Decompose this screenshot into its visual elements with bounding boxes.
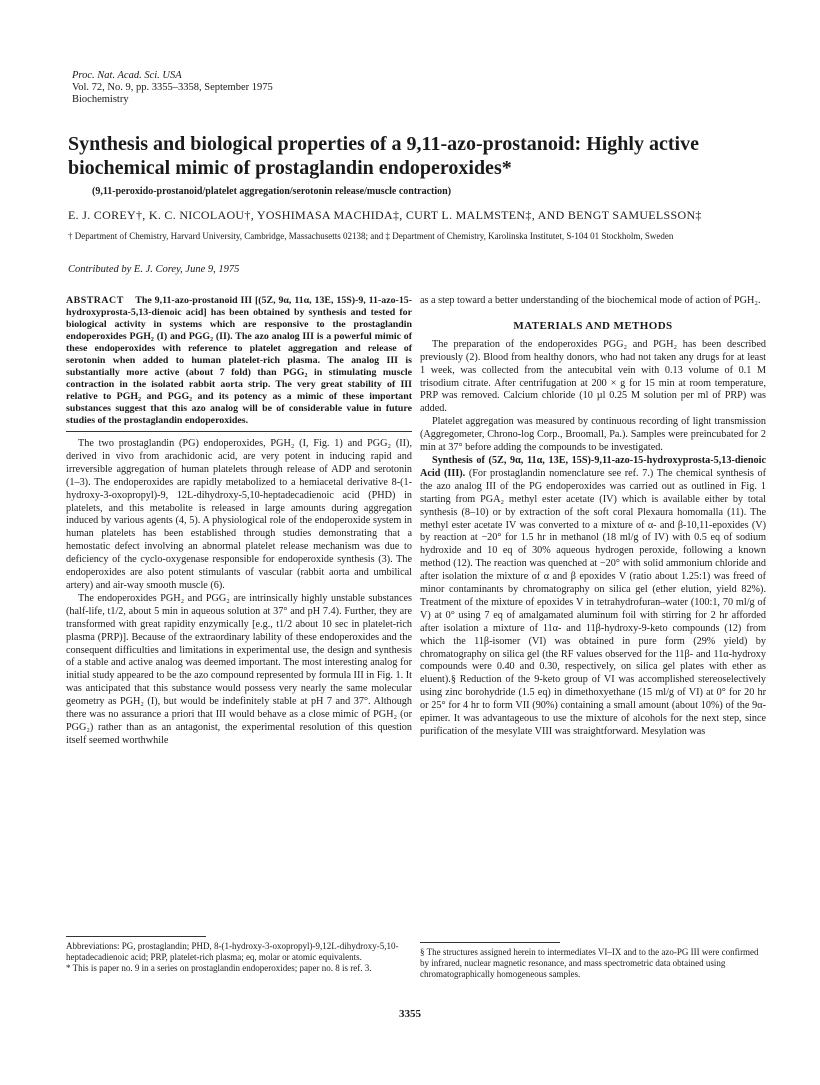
body-paragraph: The two prostaglandin (PG) endoperoxides, PGH₂ (I, Fig. 1) and PGG₂ (II), derived in vivo from arachidonic acid, are very potent in inducing rapid and irreversible aggregation of human platelets through release of ADP and serotonin (1–3). The endoperoxides are rapidly metabolized to a hemiacetal derivative 8-(1-hydroxy-3-oxopropyl)-9, 12L-dihydroxy-5,10-heptadecadienoic acid (PHD) in platelets, and this metabolite is released in large amounts during aggregation induced by various agents (4, 5). A physiological role of the endoperoxide system in human platelets has been established through studies demonstrating that a hemostatic defect involving an abnormal platelet release mechanism was due to deficiency of the cyclo-oxygenase responsible for endoperoxide synthesis (3). The endoperoxides are also potent stimulants of vascular (rabbit aorta and umbilical artery) and air-way smooth muscle (6).	[66, 438, 412, 591]
body-paragraph: Platelet aggregation was measured by continuous recording of light transmission (Aggregometer, Chrono-log Corp., Broomall, Pa.). Samples were preincubated for 2 min at 37° before adding the compounds to be investigated.	[420, 416, 766, 454]
journal-name: Proc. Nat. Acad. Sci. USA	[72, 70, 182, 81]
footnote-divider	[420, 942, 560, 943]
abstract-label: ABSTRACT	[66, 295, 124, 306]
footnote: Abbreviations: PG, prostaglandin; PHD, 8-(1-hydroxy-3-oxopropyl)-9,12L-dihydroxy-5,10-heptadecadienoic acid; PRP, platelet-rich plasma; eq, molar or atomic equivalents.	[66, 941, 399, 962]
left-column	[66, 295, 412, 748]
footnote-divider	[66, 936, 206, 937]
footnotes-left	[66, 936, 412, 974]
keywords: (9,11-peroxido-prostanoid/platelet aggregation/serotonin release/muscle contraction)	[92, 186, 452, 197]
journal-section: Biochemistry	[72, 94, 129, 105]
body-paragraph: The endoperoxides PGH₂ and PGG₂ are intrinsically highly unstable substances (half-life, t1/2, about 5 min in aqueous solution at 37° and pH 7.4). Further, they are transformed with great rapidity enzymically [e.g., t1/2 about 10 sec in platelet-rich plasma (PRP)]. Because of the extraordinary lability of these endoperoxides and the consequent difficulties and limitations in experimental use, the design and synthesis of a stable and active analog was deemed important. The most interesting analog for initial study appeared to be the azo compound represented by formula III in Fig. 1. It was anticipated that this substance would possess very nearly the same molecular geometry as PGH₂ (I), but would be indefinitely stable at pH 7 and 37°. Although there was no assurance a priori that III would behave as a close mimic of PGH₂ (or PGG₂) rather than as an antagonist, the experimental resolution of this question itself seemed worthwhile	[66, 592, 412, 746]
section-heading-methods: MATERIALS AND METHODS	[513, 319, 673, 332]
body-paragraph: The preparation of the endoperoxides PGG₂ and PGH₂ has been described previously (2). Blood from healthy donors, who had not taken any drugs for at least 1 week, was collected from the antecubital vein with 0.13 volume of 0.1 M trisodium citrate. After centrifugation at 200 × g for 15 min at room temperature, PRP was removed. Calcium chloride (10 µl 0.25 M solution per ml of PRP) was added.	[420, 338, 766, 415]
footnote: § The structures assigned herein to intermediates VI–IX and to the azo-PG III were confirmed by infrared, nuclear magnetic resonance, and mass spectrometric data obtained using chromatographically homogeneous samples.	[420, 947, 759, 979]
author-list: E. J. COREY†, K. C. NICOLAOU†, YOSHIMASA MACHIDA‡, CURT L. MALMSTEN‡, AND BENGT SAMUELSSON‡	[68, 208, 702, 222]
abstract-text: The 9,11-azo-prostanoid III [(5Z, 9α, 11α, 13E, 15S)-9, 11-azo-15-hydroxyprosta-5,13-dienoic acid] has been obtained by synthesis and tested for biological activity in systems which are responsive to the prostaglandin endoperoxides PGH₂ (I) and PGG₂ (II). The azo analog III is a powerful mimic of these endoperoxides with reference to platelet aggregation and release of serotonin when added to human platelet-rich plasma. The analog III is substantially more active (about 7 fold) than PGG₂ in stimulating muscle contraction in the isolated rabbit aorta strip. The very great stability of III relative to PGH₂ and PGG₂ and its potency as a mimic of these important substances suggest that this azo analog will be of considerable value in future studies of the prostaglandin endoperoxides.	[66, 295, 412, 426]
page-number: 3355	[399, 1008, 421, 1020]
synthesis-text: (For prostaglandin nomenclature see ref. 7.) The chemical synthesis of the azo analog III of the PG endoperoxides was carried out as outlined in Fig. 1 starting from PGA₂ methyl ester acetate (IV) which is available either by total synthesis (8–10) or by extraction of the soft coral Plexaura homomalla (11). The methyl ester acetate IV was converted to a mixture of α- and β-10,11-epoxides (V) by reaction at −20° for 1.5 hr in methanol (18 ml/g of IV) with 0.5 eq of sodium hydroxide and 10 eq of 30% aqueous hydrogen peroxide, following a known method (12). The reaction was quenched at −20° with solid ammonium chloride and after isolation the mixture of α and β epoxides V (ratio about 1.25:1) was freed of minor contaminants by chromatography on silica gel (ether elution, yield 82%). Treatment of the mixture of epoxides V in tetrahydrofuran–water (100:1, 70 ml/g of V) at 0° using 7 eq of amalgamated aluminum foil with stirring for 2 hr afforded after isolation a mixture of 11α- and 11β-hydroxy-9-keto compounds (12) from which the 11β-isomer (VI) was obtained in pure form (29% yield) by chromatography on silica gel (the RF values observed for the 11β- and 11α-hydroxy compounds were 0.40 and 0.30, respectively, on silica gel plates with ether as eluent).§ Reduction of the 9-keto group of VI was accomplished stereoselectively using zinc borohydride (1.5 eq) in dimethoxyethane (15 ml/g of VI) at 0° for 20 hr or 25° for 4 hr to form VII (90%) containing a small amount (about 10%) of the 9α-epimer. It was advantageous to use the mixture of alcohols for the next step, since purification of the mesylate VIII was straightforward. Mesylation was	[420, 467, 766, 737]
right-column	[420, 295, 766, 739]
body-paragraph: as a step toward a better understanding of the biochemical mode of action of PGH₂.	[420, 295, 761, 306]
abstract	[66, 295, 412, 427]
synthesis-heading: Synthesis of (5Z, 9α, 11α, 13E, 15S)-9,11-azo-15-hydroxyprosta-5,13-dienoic Acid (III).	[420, 454, 766, 479]
synthesis-paragraph	[420, 455, 766, 739]
journal-volume: Vol. 72, No. 9, pp. 3355–3358, September 1975	[72, 82, 273, 93]
footnote: * This is paper no. 9 in a series on prostaglandin endoperoxides; paper no. 8 is ref. 3.	[66, 963, 372, 973]
footnotes-right	[420, 942, 766, 980]
affiliations: † Department of Chemistry, Harvard University, Cambridge, Massachusetts 02138; and ‡ Department of Chemistry, Karolinska Institutet, S-104 01 Stockholm, Sweden	[68, 231, 674, 241]
journal-citation	[72, 70, 273, 106]
paper-title: Synthesis and biological properties of a 9,11-azo-prostanoid: Highly active biochemical mimic of prostaglandin endoperoxides*	[68, 133, 699, 179]
abstract-divider	[66, 431, 412, 432]
contributed-by: Contributed by E. J. Corey, June 9, 1975	[68, 264, 240, 275]
